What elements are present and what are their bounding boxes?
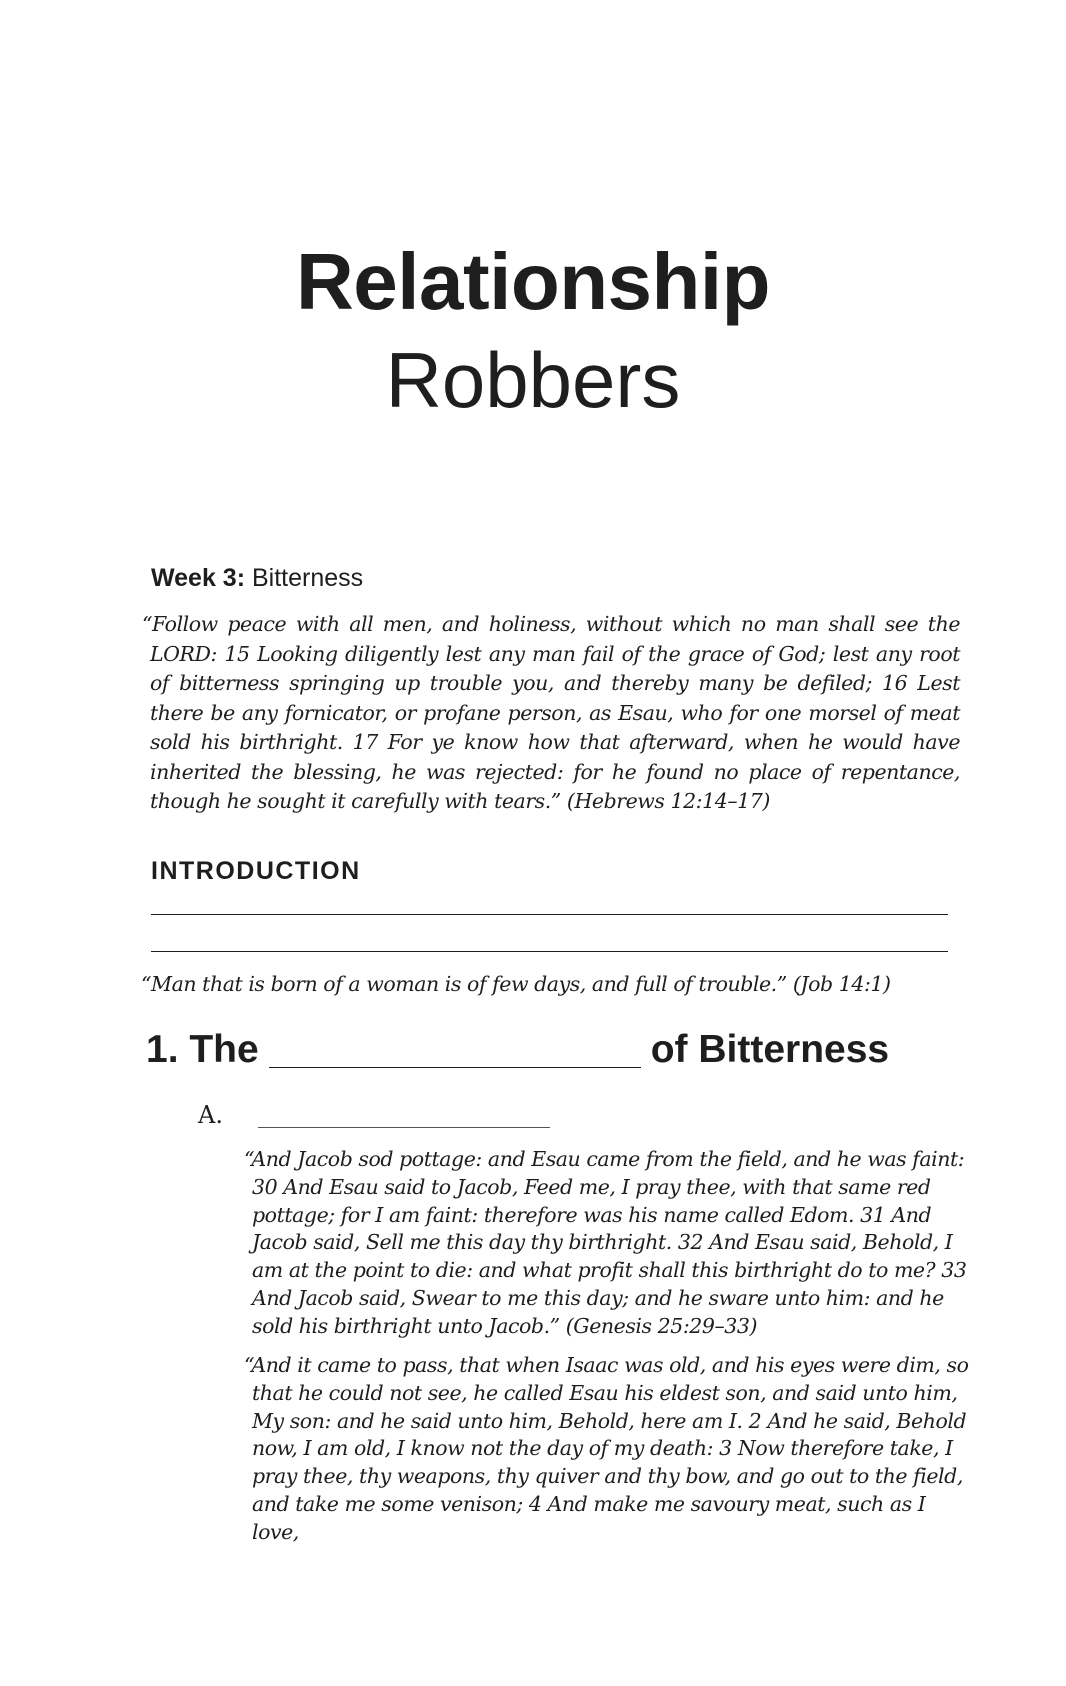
title-main: Relationship xyxy=(295,237,771,326)
title-subtitle: Robbers xyxy=(385,336,681,424)
subpoint-blank-line xyxy=(258,1127,550,1128)
fill-in-line-2 xyxy=(151,951,948,952)
week-heading xyxy=(151,562,363,594)
genesis-quote-2: “And it came to pass, that when Isaac was old, and his eyes were dim, so that he could not see, he called Esau his eldest son, and said unto him, My son: and he said unto him, Behold, here am I. 2 And he said, Behold now, I am old, I know not the day of my death: 3 Now therefore take, I pray thee, thy weapons, thy quiver and thy bow, and go out to the field, and take me some venison; 4 And make me savoury meat, such as I love, xyxy=(244,1353,969,1544)
point-suffix: of Bitterness xyxy=(650,1028,890,1071)
introduction-heading: INTRODUCTION xyxy=(151,857,361,885)
point-heading xyxy=(146,1026,889,1074)
week-topic: Bitterness xyxy=(251,564,364,592)
subpoint-label: A. xyxy=(198,1101,223,1129)
page-title xyxy=(0,236,1066,426)
fill-in-line-1 xyxy=(151,914,948,915)
genesis-quote-1: “And Jacob sod pottage: and Esau came from the field, and he was faint: 30 And Esau said to Jacob, Feed me, I pray thee, with that same red pottage; for I am faint: therefore was his name called Edom. 31 And Jacob said, Sell me this day thy birthright. 32 And Esau said, Behold, I am at the point to die: and what profit shall this birthright do to me? 33 And Jacob said, Swear to me this day; and he sware unto him: and he sold his birthright unto Jacob.” (Genesis 25:29–33) xyxy=(244,1147,967,1338)
hebrews-quote: “Follow peace with all men, and holiness, without which no man shall see the LORD: 15 Looking diligently lest any man fail of the grace of God; lest any root of bitterness springing up trouble you, and thereby many be defiled; 16 Lest there be any fornicator, or profane person, as Esau, who for one morsel of meat sold his birthright. 17 For ye know how that afterward, when he would have inherited the blessing, he was rejected: for he found no place of repentance, though he sought it carefully with tears.” (Hebrews 12:14–17) xyxy=(142,612,960,813)
point-prefix: 1. The xyxy=(146,1028,259,1071)
job-quote: “Man that is born of a woman is of few days, and full of trouble.” (Job 14:1) xyxy=(141,972,891,996)
point-blank xyxy=(269,1033,641,1068)
week-label: Week 3: xyxy=(151,564,246,592)
